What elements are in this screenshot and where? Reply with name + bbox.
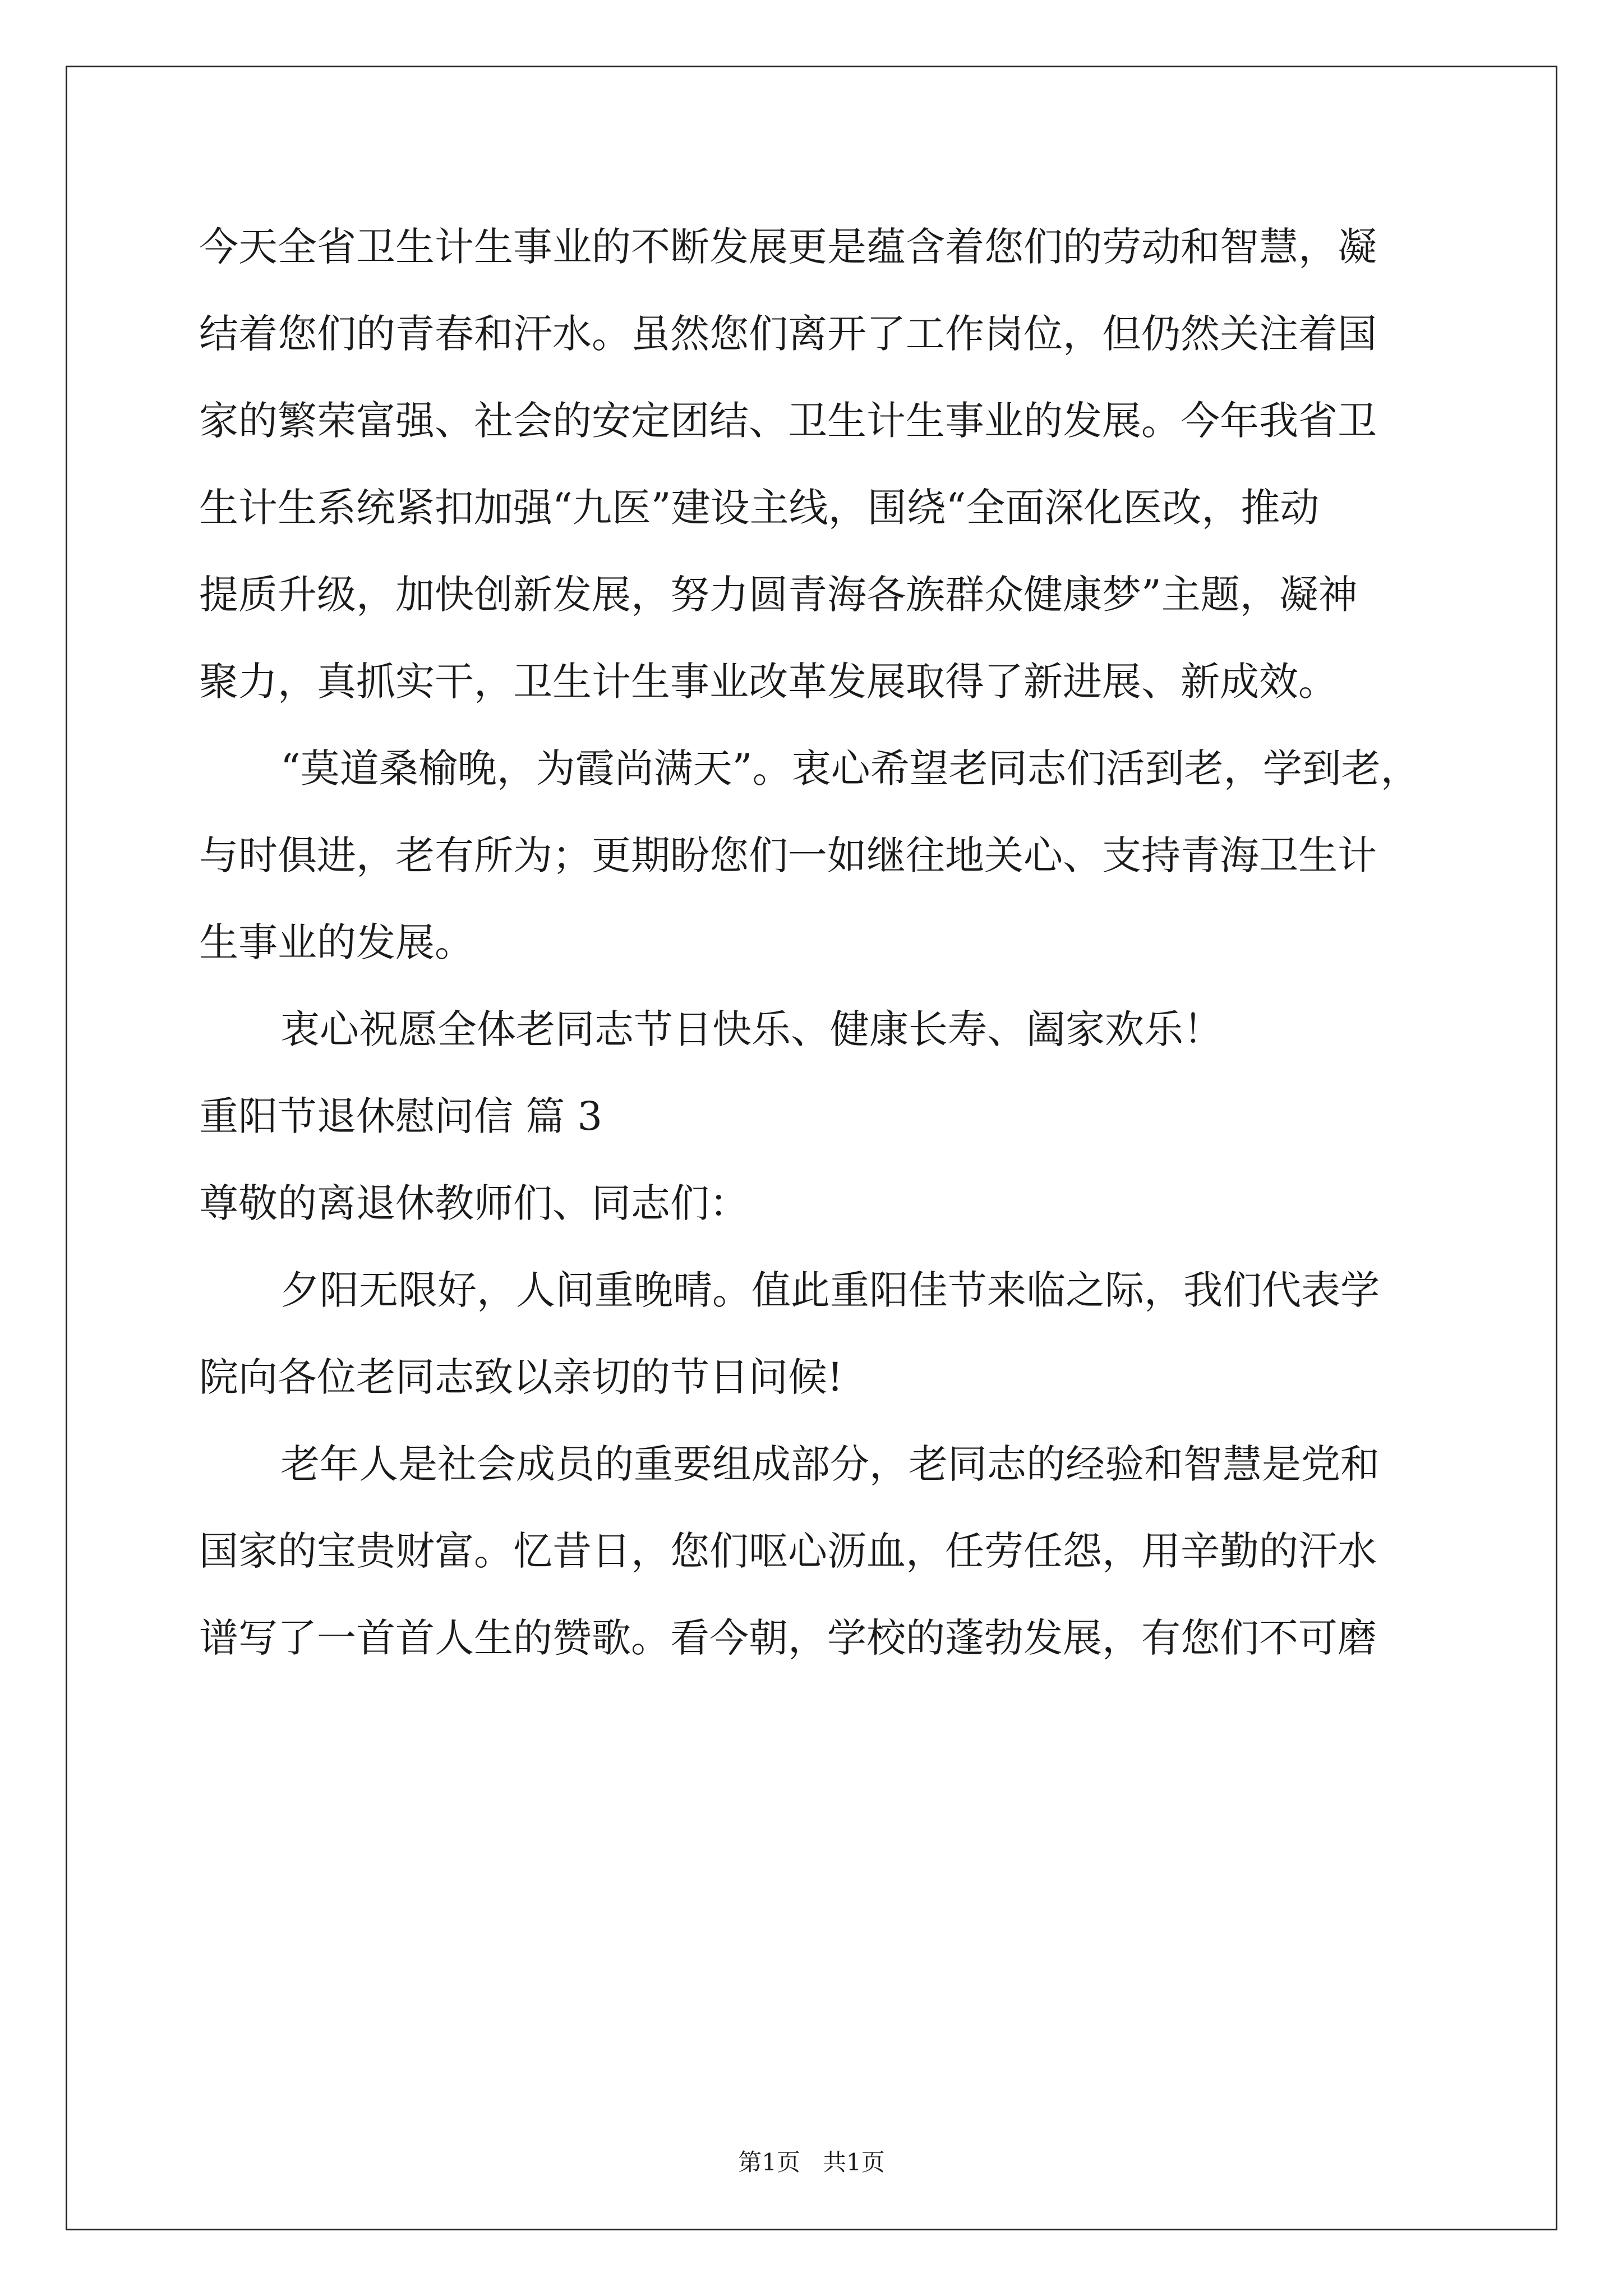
p5-line: 谱写了一首首人生的赞歌。看今朝，学校的蓬勃发展，有您们不可磨	[199, 1615, 1377, 1661]
page-border	[66, 66, 1557, 2230]
p1-line: 生计生系统紧扣加强“九医”建设主线，围绕“全面深化医改，推动	[199, 485, 1320, 531]
p2-line: 与时俱进，老有所为；更期盼您们一如继往地关心、支持青海卫生计	[199, 832, 1377, 878]
p1-line: 结着您们的青春和汗水。虽然您们离开了工作岗位，但仍然关注着国	[199, 311, 1377, 357]
p5-line: 老年人是社会成员的重要组成部分，老同志的经验和智慧是党和	[280, 1441, 1380, 1487]
p1-line: 聚力，真抓实干，卫生计生事业改革发展取得了新进展、新成效。	[199, 659, 1338, 705]
p2-line: “莫道桑榆晚，为霞尚满天”。衷心希望老同志们活到老，学到老，	[280, 746, 1420, 792]
salutation-line: 尊敬的离退休教师们、同志们：	[199, 1180, 749, 1226]
heading-line: 重阳节退休慰问信 篇 3	[199, 1093, 603, 1139]
p3-line: 衷心祝愿全体老同志节日快乐、健康长寿、阖家欢乐！	[280, 1006, 1223, 1052]
p1-line: 提质升级，加快创新发展，努力圆青海各族群众健康梦”主题，凝神	[199, 572, 1358, 618]
p4-line: 院向各位老同志致以亲切的节日问候!	[199, 1354, 843, 1400]
page-footer: 第1页 共1页	[738, 2148, 885, 2176]
p5-line: 国家的宝贵财富。忆昔日，您们呕心沥血，任劳任怨，用辛勤的汗水	[199, 1528, 1377, 1574]
p1-line: 今天全省卫生计生事业的不断发展更是蕴含着您们的劳动和智慧，凝	[199, 224, 1377, 270]
p2-line: 生事业的发展。	[199, 919, 474, 965]
p1-line: 家的繁荣富强、社会的安定团结、卫生计生事业的发展。今年我省卫	[199, 398, 1377, 444]
p4-line: 夕阳无限好，人间重晚晴。值此重阳佳节来临之际，我们代表学	[280, 1267, 1380, 1313]
